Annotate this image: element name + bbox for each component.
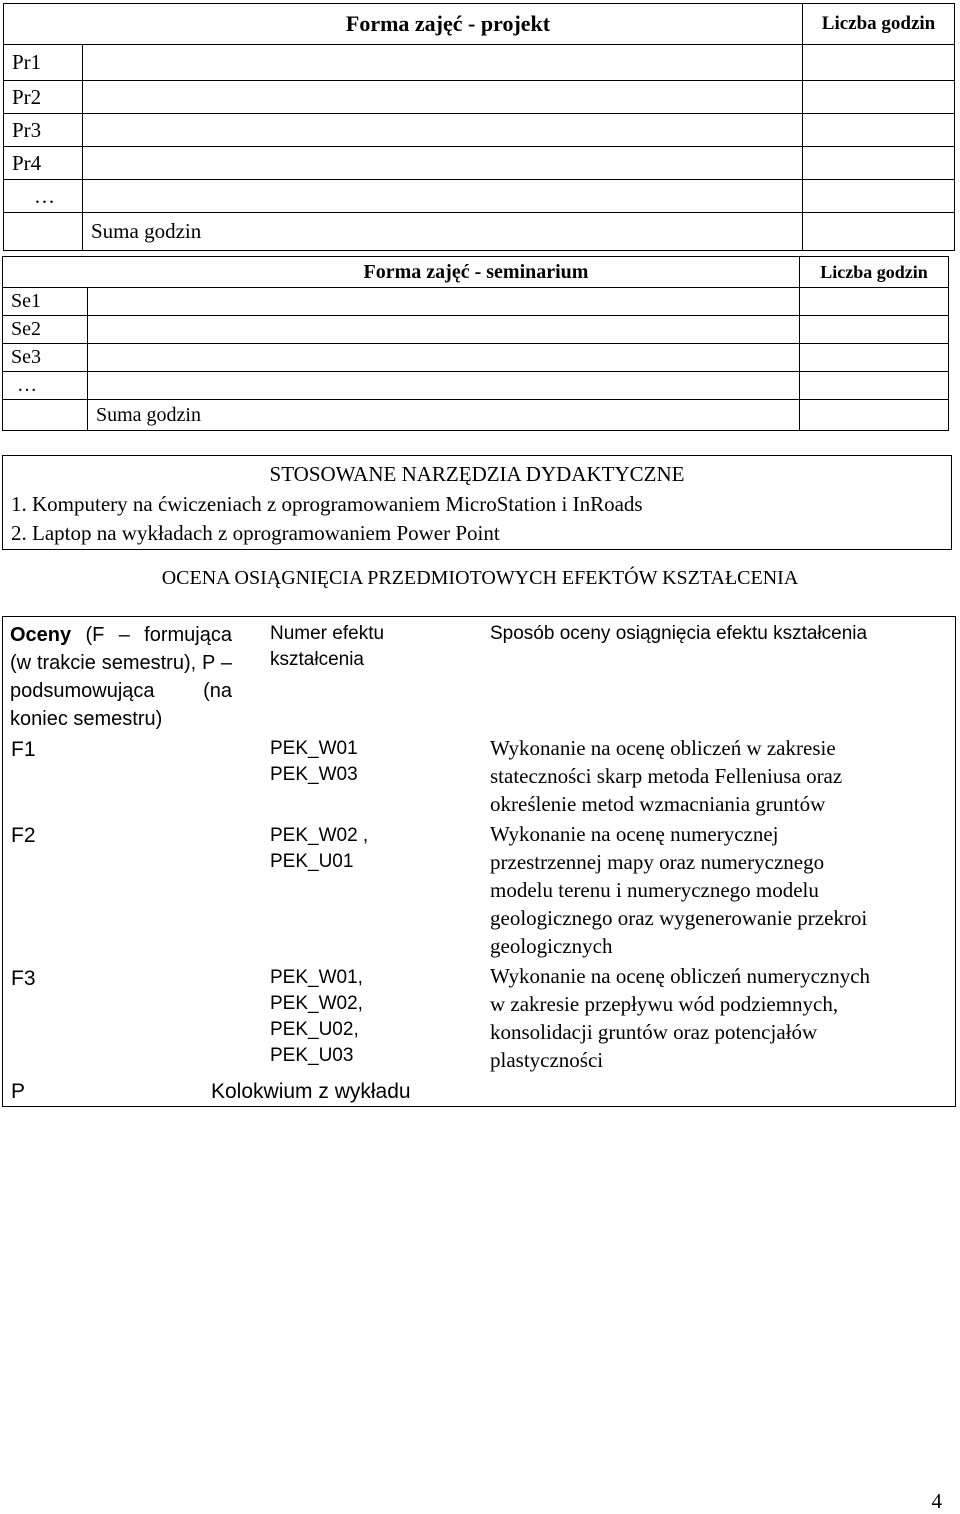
seminarium-header: Forma zajęć - seminarium: [3, 257, 800, 288]
effect-line: PEK_W02,: [270, 993, 363, 1014]
projekt-row-label: …: [4, 180, 83, 213]
grade-label: P: [11, 1080, 26, 1103]
tools-title: STOSOWANE NARZĘDZIA DYDAKTYCZNE: [269, 462, 685, 486]
projekt-table: [3, 3, 955, 251]
seminarium-hours-header: Liczba godzin: [800, 257, 949, 288]
method-line: plastyczności: [490, 1048, 604, 1072]
seminarium-row-label: …: [3, 372, 88, 400]
tools-item: 2. Laptop na wykładach z oprogramowaniem Power Point: [11, 521, 500, 545]
effect-line: PEK_U01: [270, 851, 354, 872]
method-line: modelu terenu i numerycznego modelu: [490, 878, 819, 902]
effect-line: PEK_U03: [270, 1045, 354, 1066]
ocena-col2-header: Numer efektu kształcenia: [270, 623, 385, 670]
grade-label: F3: [11, 967, 36, 990]
projekt-sum-label: Suma godzin: [83, 213, 803, 251]
method-line: geologicznych: [490, 934, 613, 958]
page-number: 4: [931, 1489, 942, 1513]
method-line: Wykonanie na ocenę obliczeń w zakresie: [490, 736, 836, 760]
ocena-table: [2, 616, 956, 1107]
seminarium-row-label: Se1: [3, 288, 88, 316]
method-line: w zakresie przepływu wód podziemnych,: [490, 992, 839, 1016]
seminarium-table: [2, 256, 949, 431]
effect-line: PEK_W01: [270, 738, 358, 759]
effect-line: PEK_U02,: [270, 1019, 359, 1040]
ocena-col1-header: Oceny (F – formująca (w trakcie semestru), P – podsumowująca (na koniec semestru): [10, 624, 232, 730]
seminarium-row-label: Se3: [3, 344, 88, 372]
method-line: określenie metod wzmacniania gruntów: [490, 792, 826, 816]
method-line: Wykonanie na ocenę obliczeń numerycznych: [490, 964, 871, 988]
ocena-heading: OCENA OSIĄGNIĘCIA PRZEDMIOTOWYCH EFEKTÓW KSZTAŁCENIA: [161, 567, 799, 589]
ocena-col3-header: Sposób oceny osiągnięcia efektu kształcenia: [490, 623, 868, 644]
method-line: geologicznego oraz wygenerowanie przekroi: [490, 906, 868, 930]
grade-label: F2: [11, 824, 36, 847]
projekt-row-label: Pr4: [4, 147, 83, 180]
method-line: konsolidacji gruntów oraz potencjałów: [490, 1020, 818, 1044]
method-line: Wykonanie na ocenę numerycznej: [490, 822, 779, 846]
seminarium-sum-label: Suma godzin: [88, 400, 800, 431]
tools-item: 1. Komputery na ćwiczeniach z oprogramowaniem MicroStation i InRoads: [11, 492, 643, 516]
tools-box: [2, 455, 952, 550]
seminarium-row-label: Se2: [3, 316, 88, 344]
method-line: stateczności skarp metoda Felleniusa oraz: [490, 764, 843, 788]
effect-line: PEK_W02 ,: [270, 825, 369, 846]
projekt-row-label: Pr3: [4, 114, 83, 147]
projekt-hours-header: Liczba godzin: [803, 4, 955, 45]
effect-line: PEK_W01,: [270, 967, 363, 988]
effect-line: PEK_W03: [270, 764, 358, 785]
method-line: przestrzennej mapy oraz numerycznego: [490, 850, 825, 874]
projekt-header: Forma zajęć - projekt: [4, 4, 803, 45]
projekt-row-label: Pr2: [4, 81, 83, 114]
grade-label: F1: [11, 738, 36, 761]
projekt-row-label: Pr1: [4, 45, 83, 81]
effect-line: Kolokwium z wykładu: [211, 1080, 411, 1103]
